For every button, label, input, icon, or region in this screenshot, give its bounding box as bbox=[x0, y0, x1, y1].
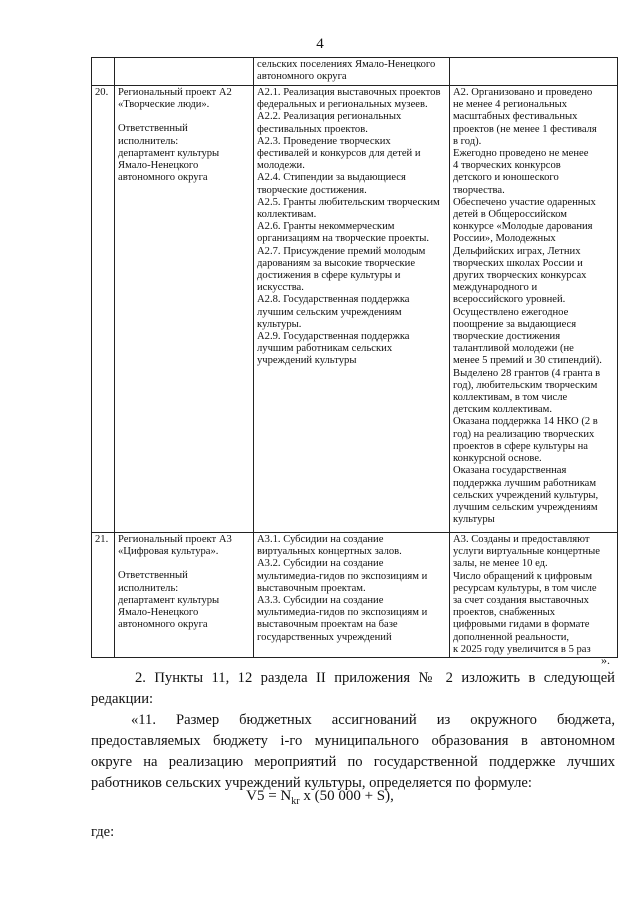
activity-line: фестивалей и конкурсов для детей и bbox=[257, 148, 421, 160]
activity-line: мультимедиа-гидов по экспозициям и bbox=[257, 607, 428, 619]
activity-line: государственных учреждений bbox=[257, 631, 392, 643]
result-line: А3. Созданы и предоставляют bbox=[453, 534, 590, 545]
formula-lhs: V5 = N bbox=[246, 788, 292, 804]
cell-results bbox=[450, 86, 618, 533]
activity-line: А2.5. Гранты любительским творческим bbox=[257, 196, 440, 208]
activity-line: виртуальных концертных залов. bbox=[257, 546, 402, 558]
activity-line: организациям на творческие проекты. bbox=[257, 233, 429, 245]
activity-line: федеральных и региональных музеев. bbox=[257, 99, 428, 111]
activity-line: мультимедиа-гидов по экспозициям и bbox=[257, 570, 428, 582]
result-line: творческие достижения bbox=[453, 331, 561, 343]
result-line: масштабных фестивальных bbox=[453, 111, 578, 123]
result-line: России», Молодежных bbox=[453, 233, 556, 245]
result-line: поощрение за выдающиеся bbox=[453, 318, 577, 330]
activity-line: творческие достижения. bbox=[257, 184, 367, 196]
result-line: не менее 4 региональных bbox=[453, 99, 568, 111]
text-line: сельских поселениях Ямало-Ненецкого bbox=[257, 59, 436, 70]
result-line: Выделено 28 грантов (4 гранта в bbox=[453, 367, 601, 379]
result-line: проектов в сфере культуры на bbox=[453, 440, 588, 452]
project-title-line: «Цифровая культура». bbox=[118, 546, 219, 558]
executor-line: департамент культуры bbox=[118, 594, 220, 606]
activity-line: выставочным проектам. bbox=[257, 582, 366, 594]
activity-line: А2.9. Государственная поддержка bbox=[257, 331, 410, 343]
formula-subscript: kr bbox=[291, 796, 300, 807]
result-line: проектов (не менее 1 фестиваля bbox=[453, 123, 597, 135]
result-line: цифровыми гидами в формате bbox=[453, 619, 590, 631]
formula-rhs: x (50 000 + S), bbox=[299, 788, 394, 804]
result-line: Ежегодно проведено не менее bbox=[453, 148, 589, 160]
result-line: всероссийского уровней. bbox=[453, 294, 566, 306]
result-line: Оказана государственная bbox=[453, 465, 567, 477]
executor-line: автономного округа bbox=[118, 619, 208, 631]
result-line: ресурсам культуры, в том числе bbox=[453, 582, 597, 594]
paragraph-line: округе на реализацию мероприятий по государственной поддержке лучших bbox=[91, 754, 615, 770]
executor-line: Ямало-Ненецкого bbox=[118, 607, 199, 619]
result-line: детей в Общероссийском bbox=[453, 209, 568, 221]
formula bbox=[0, 788, 640, 807]
row-number: 21. bbox=[92, 533, 115, 658]
where-label: где: bbox=[91, 824, 115, 840]
result-line: лучшим сельским учреждениям bbox=[453, 501, 598, 513]
result-line: Дельфийских играх, Летних bbox=[453, 245, 581, 257]
result-line: поддержка лучшим работникам bbox=[453, 477, 597, 489]
result-line: конкурсе «Молодые дарования bbox=[453, 221, 593, 233]
paragraph-line: 2. Пункты 11, 12 раздела II приложения № 2 изложить в следующей bbox=[135, 670, 615, 686]
executor-line: Ямало-Ненецкого bbox=[118, 160, 199, 172]
activity-line: А2.7. Присуждение премий молодым bbox=[257, 245, 426, 257]
result-line: творческих школах России и bbox=[453, 257, 583, 269]
result-line: проектов, снабженных bbox=[453, 607, 556, 619]
result-line: других творческих конкурсах bbox=[453, 270, 587, 282]
cell-activities bbox=[254, 533, 450, 658]
activity-line: выставочным проектам на базе bbox=[257, 619, 398, 631]
result-line: международного и bbox=[453, 282, 538, 294]
cell-results bbox=[450, 58, 618, 86]
paragraph-line: редакции: bbox=[91, 691, 154, 707]
paragraph-line: работников сельских учреждений культуры, определяется по формуле: bbox=[91, 775, 532, 791]
page-number: 4 bbox=[316, 36, 324, 52]
result-line: коллективам, в том числе bbox=[453, 392, 568, 404]
table-row-continuation bbox=[92, 58, 618, 86]
cell-number bbox=[92, 58, 115, 86]
activity-line: А2.6. Гранты некоммерческим bbox=[257, 221, 395, 233]
result-line: в год). bbox=[453, 135, 482, 147]
result-line: менее 5 премий и 30 стипендий). bbox=[453, 355, 602, 367]
paragraph-line: предоставляемых бюджету i-го муниципального образования в автономном bbox=[91, 733, 615, 749]
activity-line: А2.4. Стипендии за выдающиеся bbox=[257, 172, 406, 184]
activity-line: А2.2. Реализация региональных bbox=[257, 111, 402, 123]
cell-results bbox=[450, 533, 618, 658]
project-title-line: «Творческие люди». bbox=[118, 99, 210, 111]
result-line: услуги виртуальные концертные bbox=[453, 546, 600, 558]
result-line: Осуществлено ежегодное bbox=[453, 306, 569, 318]
result-line: Обеспечено участие одаренных bbox=[453, 196, 596, 208]
activity-line: А2.1. Реализация выставочных проектов bbox=[257, 87, 441, 98]
result-line: 4 творческих конкурсов bbox=[453, 160, 561, 172]
result-line: А2. Организовано и проведено bbox=[453, 87, 593, 98]
activity-line: учреждений культуры bbox=[257, 355, 357, 367]
paragraph-item-2 bbox=[91, 668, 615, 710]
project-title-line: Региональный проект А2 bbox=[118, 87, 232, 98]
activity-line: культуры. bbox=[257, 318, 302, 330]
cell-activities bbox=[254, 86, 450, 533]
result-line: за счет создания выставочных bbox=[453, 595, 589, 607]
result-line: творчества. bbox=[453, 184, 505, 196]
cell-project bbox=[115, 58, 254, 86]
executor-line: Ответственный bbox=[118, 123, 188, 135]
table-row-20 bbox=[92, 86, 618, 533]
executor-line: Ответственный bbox=[118, 570, 188, 582]
activity-line: А2.3. Проведение творческих bbox=[257, 135, 391, 147]
row-number: 20. bbox=[92, 86, 115, 533]
activity-line: А3.2. Субсидии на создание bbox=[257, 558, 384, 570]
result-line: дополненной реальности, bbox=[453, 631, 570, 643]
result-line: культуры bbox=[453, 514, 495, 526]
executor-line: исполнитель: bbox=[118, 582, 179, 594]
executor-line: департамент культуры bbox=[118, 147, 220, 159]
activity-line: А3.1. Субсидии на создание bbox=[257, 534, 384, 545]
paragraph-line: «11. Размер бюджетных ассигнований из окружного бюджета, bbox=[131, 712, 615, 728]
result-line: детского и юношеского bbox=[453, 172, 559, 184]
activity-line: А2.8. Государственная поддержка bbox=[257, 294, 410, 306]
cell-project bbox=[115, 533, 254, 658]
result-line: к 2025 году увеличится в 5 раз bbox=[453, 643, 591, 655]
activity-line: А3.3. Субсидии на создание bbox=[257, 595, 384, 607]
project-title-line: Региональный проект А3 bbox=[118, 534, 232, 545]
executor-line: автономного округа bbox=[118, 172, 208, 184]
result-line: конкурсной основе. bbox=[453, 453, 542, 465]
result-line: залы, не менее 10 ед. bbox=[453, 558, 548, 570]
paragraph-item-11 bbox=[91, 710, 615, 794]
activity-line: искусства. bbox=[257, 282, 304, 294]
result-line: Число обращений к цифровым bbox=[453, 570, 593, 582]
activity-line: фестивальных проектов. bbox=[257, 123, 368, 135]
table-row-21 bbox=[92, 533, 618, 658]
cell-activities bbox=[254, 58, 450, 86]
result-line: год) на реализацию творческих bbox=[453, 428, 595, 440]
activity-line: лучшим работникам сельских bbox=[257, 343, 393, 355]
activity-line: коллективам. bbox=[257, 209, 317, 221]
activity-line: лучшим сельским учреждениям bbox=[257, 306, 402, 318]
activity-line: достижения в сфере культуры и bbox=[257, 270, 401, 282]
closing-quote-mark: ». bbox=[601, 653, 610, 667]
activities-table bbox=[91, 57, 618, 658]
executor-line: исполнитель: bbox=[118, 135, 179, 147]
result-line: год), любительским творческим bbox=[453, 379, 598, 391]
result-line: детским коллективам. bbox=[453, 404, 552, 416]
cell-project bbox=[115, 86, 254, 533]
activity-line: молодежи. bbox=[257, 160, 305, 172]
result-line: сельских учреждений культуры, bbox=[453, 489, 599, 501]
result-line: Оказана поддержка 14 НКО (2 в bbox=[453, 416, 598, 428]
result-line: талантливой молодежи (не bbox=[453, 343, 574, 355]
activity-line: дарованиям за высокие творческие bbox=[257, 257, 416, 269]
text-line: автономного округа bbox=[257, 71, 347, 83]
